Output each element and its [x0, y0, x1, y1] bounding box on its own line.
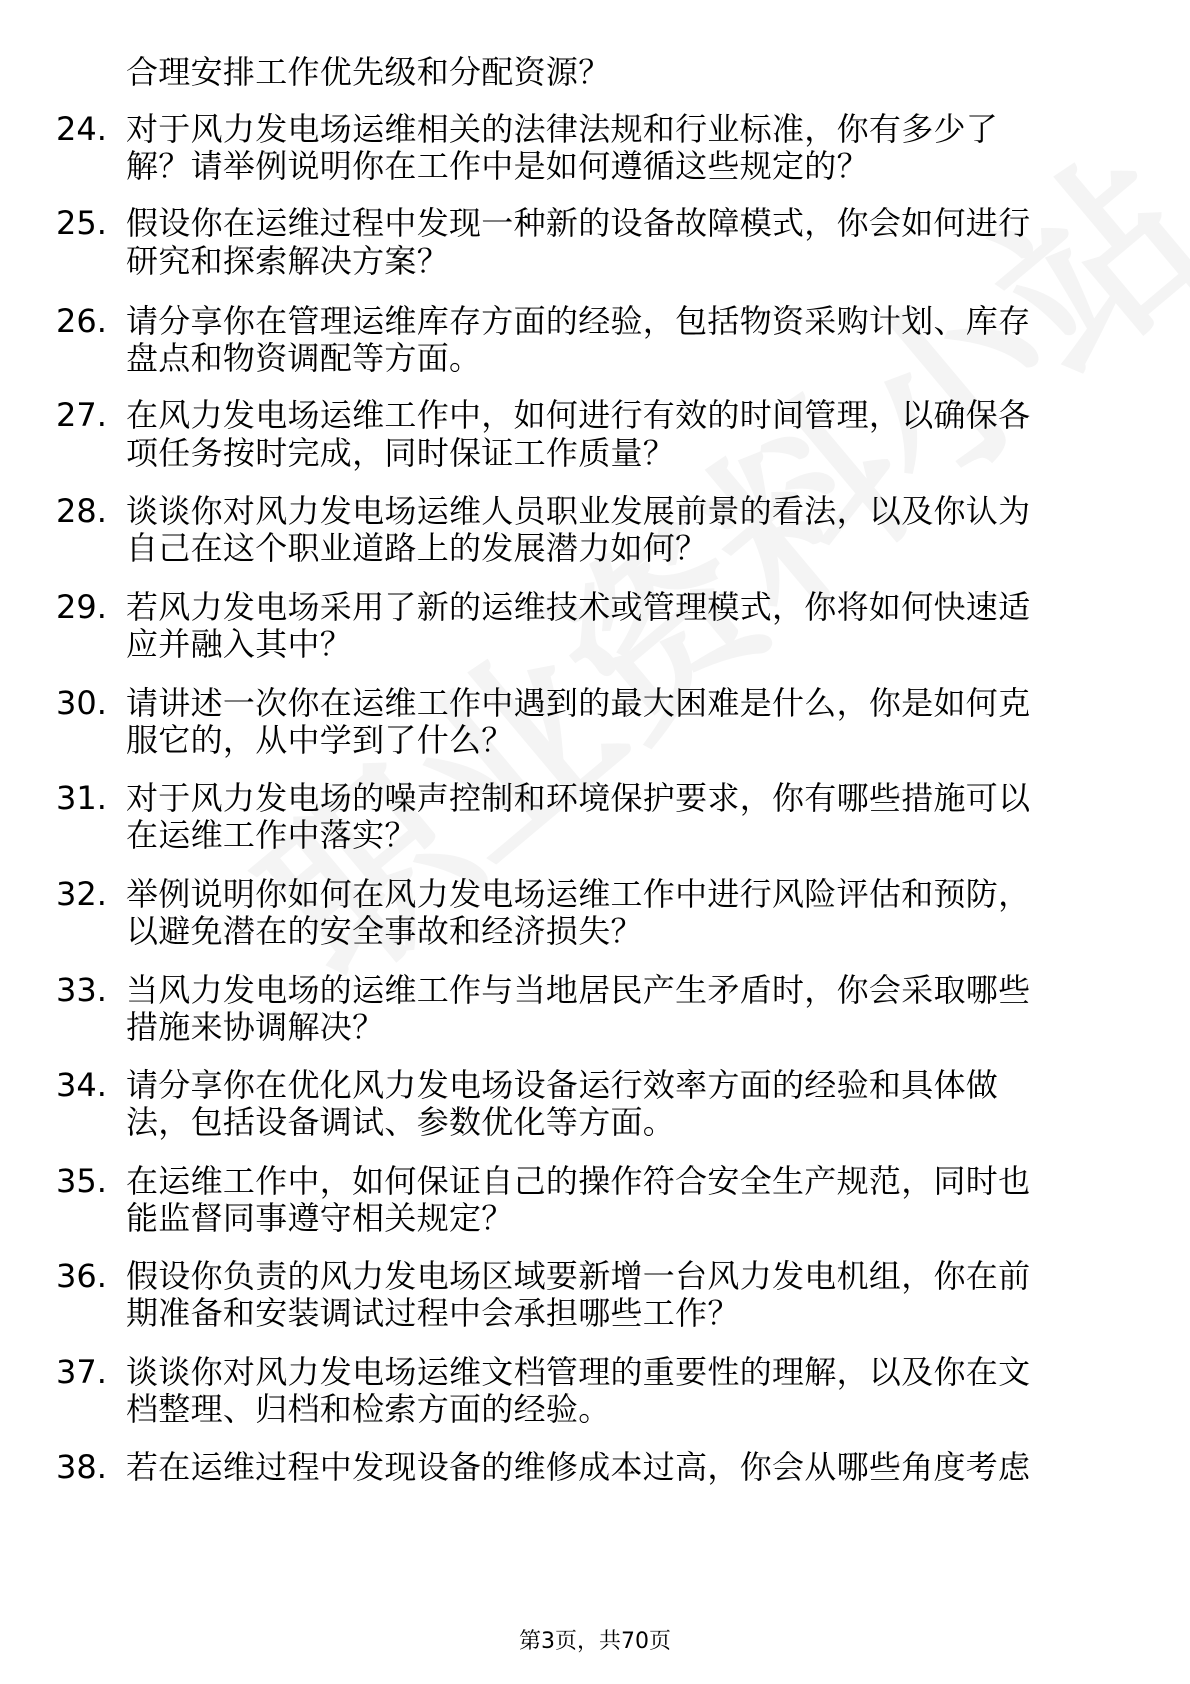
question-number: 25. [56, 204, 107, 242]
question-line: 谈谈你对风力发电场运维文档管理的重要性的理解，以及你在文 [126, 1353, 1031, 1391]
question-line: 服它的，从中学到了什么？ [126, 721, 514, 759]
question-number: 24. [56, 110, 107, 148]
question-line: 档整理、归档和检索方面的经验。 [126, 1390, 611, 1428]
question-line: 期准备和安装调试过程中会承担哪些工作？ [126, 1294, 740, 1332]
question-line: 当风力发电场的运维工作与当地居民产生矛盾时，你会采取哪些 [126, 971, 1031, 1009]
question-line: 以避免潜在的安全事故和经济损失？ [126, 912, 643, 950]
question-line: 假设你负责的风力发电场区域要新增一台风力发电机组，你在前 [126, 1257, 1031, 1295]
question-line: 对于风力发电场的噪声控制和环境保护要求，你有哪些措施可以 [126, 779, 1031, 817]
question-line: 自己在这个职业道路上的发展潜力如何？ [126, 529, 708, 567]
question-line: 请分享你在优化风力发电场设备运行效率方面的经验和具体做 [126, 1066, 999, 1104]
question-number: 36. [56, 1257, 107, 1295]
question-number: 29. [56, 588, 107, 626]
question-line: 请分享你在管理运维库存方面的经验，包括物资采购计划、库存 [126, 302, 1031, 340]
question-number: 38. [56, 1448, 107, 1486]
question-line: 盘点和物资调配等方面。 [126, 339, 482, 377]
question-number: 34. [56, 1066, 107, 1104]
question-number: 35. [56, 1162, 107, 1200]
page-footer: 第3页，共70页 [519, 1629, 671, 1654]
question-line: 举例说明你如何在风力发电场运维工作中进行风险评估和预防， [126, 875, 1031, 913]
question-number: 26. [56, 302, 107, 340]
question-line: 能监督同事遵守相关规定？ [126, 1199, 514, 1237]
question-line: 对于风力发电场运维相关的法律法规和行业标准，你有多少了 [126, 110, 999, 148]
question-number: 27. [56, 396, 107, 434]
question-number: 37. [56, 1353, 107, 1391]
question-line: 研究和探索解决方案？ [126, 242, 450, 280]
question-line: 若在运维过程中发现设备的维修成本过高，你会从哪些角度考虑 [126, 1448, 1031, 1486]
question-line: 谈谈你对风力发电场运维人员职业发展前景的看法，以及你认为 [126, 492, 1031, 530]
question-line: 应并融入其中？ [126, 625, 353, 663]
question-number: 30. [56, 684, 107, 722]
question-line: 措施来协调解决？ [126, 1008, 385, 1046]
question-line: 请讲述一次你在运维工作中遇到的最大困难是什么，你是如何克 [126, 684, 1031, 722]
intro-continuation: 合理安排工作优先级和分配资源？ [126, 53, 611, 91]
question-number: 31. [56, 779, 107, 817]
question-number: 28. [56, 492, 107, 530]
question-number: 32. [56, 875, 107, 913]
question-line: 在运维工作中，如何保证自己的操作符合安全生产规范，同时也 [126, 1162, 1031, 1200]
question-line: 法，包括设备调试、参数优化等方面。 [126, 1103, 676, 1141]
question-line: 在风力发电场运维工作中，如何进行有效的时间管理，以确保各 [126, 396, 1031, 434]
question-line: 假设你在运维过程中发现一种新的设备故障模式，你会如何进行 [126, 204, 1031, 242]
question-number: 33. [56, 971, 107, 1009]
question-line: 解？请举例说明你在工作中是如何遵循这些规定的？ [126, 147, 869, 185]
question-line: 在运维工作中落实？ [126, 816, 417, 854]
question-line: 若风力发电场采用了新的运维技术或管理模式，你将如何快速适 [126, 588, 1031, 626]
question-line: 项任务按时完成，同时保证工作质量？ [126, 434, 676, 472]
